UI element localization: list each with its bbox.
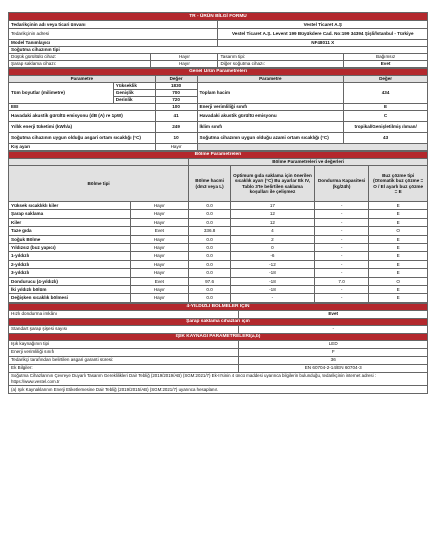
- noise-class-label: Havadaki akustik gürültü emisyonu: [197, 111, 344, 122]
- compartment-volume: 0.0: [189, 294, 231, 302]
- compartment-name: 3-yıldızlı: [9, 269, 131, 277]
- light-heading: IŞIK KAYNAĞI PARAMETRELERİ(a,b): [9, 333, 428, 340]
- col-recommended-temp: Optimum gıda saklama için önerilen sıcaklık ayarı (°C) Bu ayarlar Ek IV, Tablo 3'te belirtilen saklama koşulları ile çelişmez: [231, 166, 315, 202]
- extra-info-value: EN 60704-2-14/EN 60704-3: [239, 364, 428, 372]
- wine-bottles-label: Standart şarap şişesi sayısı: [9, 325, 239, 333]
- model-label: Model Tanımlayıcı: [9, 40, 218, 47]
- compartment-volume: 0.0: [189, 269, 231, 277]
- compartment-row: [9, 227, 428, 235]
- light-class-value: F: [239, 348, 428, 356]
- compartment-temp: 4: [231, 227, 315, 235]
- compartment-defrost: E: [369, 269, 428, 277]
- min-temp-value: 10: [155, 133, 197, 144]
- footer-note-light: (a) Işık Kaynaklarının Enerji Etiketlemesine Dair Tebliğ (2019/2015/AB) (SGM:2021/7) uyarınca hesaplanır.: [9, 385, 428, 393]
- depth-value: 720: [155, 97, 197, 104]
- compartment-temp: 12: [231, 218, 315, 226]
- total-volume-value: 434: [344, 83, 428, 104]
- sub-heading-filler: [9, 159, 189, 166]
- design-type-value: Bağımsız: [344, 54, 428, 61]
- compartment-present: Hayır: [130, 243, 189, 251]
- compartment-defrost: E: [369, 202, 428, 210]
- compartment-name: 2-yıldızlı: [9, 260, 131, 268]
- compartment-freezing-capacity: 7.0: [314, 277, 368, 285]
- compartment-name: Yüksek sıcaklıklı kiler: [9, 202, 131, 210]
- compartment-temp: -18: [231, 285, 315, 293]
- compartment-temp: 17: [231, 202, 315, 210]
- compartment-volume: 0.0: [189, 235, 231, 243]
- compartment-volume: 97.6: [189, 277, 231, 285]
- annual-energy-label: Yıllık enerji tüketimi (kWh/a): [9, 122, 156, 133]
- compartment-table: [8, 151, 428, 303]
- compartment-defrost: E: [369, 285, 428, 293]
- compartment-volume: 0.0: [189, 243, 231, 251]
- compartment-name: İki yıldızlı bölüm: [9, 285, 131, 293]
- compartment-present: Evet: [130, 227, 189, 235]
- compartment-temp: -18: [231, 277, 315, 285]
- compartment-row: [9, 277, 428, 285]
- compartment-defrost: E: [369, 252, 428, 260]
- low-noise-label: Düşük gürültülü cihaz:: [9, 54, 151, 61]
- climate-class-label: İklim sınıfı: [197, 122, 344, 133]
- winter-filler: [197, 144, 427, 151]
- extra-parameters-table: [8, 303, 428, 394]
- compartment-present: Hayır: [130, 269, 189, 277]
- general-parameters-table: [8, 68, 428, 151]
- other-appliance-label: Diğer soğutma cihazı:: [218, 61, 344, 68]
- compartment-temp: -18: [231, 269, 315, 277]
- compartment-freezing-capacity: -: [314, 269, 368, 277]
- col-compartment-volume: Bölme hacmi (dm3 veya L): [189, 166, 231, 202]
- compartment-volume: 0.0: [189, 285, 231, 293]
- compartment-row: [9, 252, 428, 260]
- compartment-defrost: E: [369, 294, 428, 302]
- supplier-label: Tedarikçinin adı veya ticari ünvanı: [9, 21, 218, 29]
- compartment-present: Hayır: [130, 285, 189, 293]
- compartment-defrost: O: [369, 277, 428, 285]
- compartment-temp: -12: [231, 260, 315, 268]
- wine-storage-value: Hayır: [151, 61, 218, 68]
- compartment-name: 1-yıldızlı: [9, 252, 131, 260]
- four-star-heading: 4-YILDIZLI BÖLMELER İÇİN: [9, 303, 428, 310]
- compartment-freezing-capacity: -: [314, 218, 368, 226]
- compartment-row: [9, 260, 428, 268]
- light-type-value: LED: [239, 340, 428, 348]
- noise-label: Havadaki akustik gürültü emisyonu (dB (A) re 1pW): [9, 111, 156, 122]
- compartment-row: [9, 243, 428, 251]
- compartment-defrost: E: [369, 260, 428, 268]
- supplier-value: Vestel Ticaret A.Ş: [218, 21, 428, 29]
- compartment-volume: 0.0: [189, 202, 231, 210]
- compartment-freezing-capacity: -: [314, 243, 368, 251]
- compartment-name: Taze gıda: [9, 227, 131, 235]
- address-label: Tedarikçinin adresi: [9, 29, 218, 40]
- fast-freeze-value: Evet: [239, 310, 428, 318]
- compartment-defrost: E: [369, 210, 428, 218]
- compartment-row: [9, 202, 428, 210]
- compartment-row: [9, 294, 428, 302]
- noise-value: 41: [155, 111, 197, 122]
- eei-label: EEI: [9, 104, 156, 111]
- col-compartment-type: Bölme tipi: [9, 166, 189, 202]
- compartment-present: Hayır: [130, 235, 189, 243]
- col-param: Parametre: [9, 76, 156, 83]
- warranty-value: 36: [239, 356, 428, 364]
- compartment-name: Soğuk Bölme: [9, 235, 131, 243]
- compartment-temp: 12: [231, 210, 315, 218]
- general-heading: Genel Ürün Parametreleri: [9, 69, 428, 76]
- compartment-present: Hayır: [130, 202, 189, 210]
- wine-bottles-value: -: [239, 325, 428, 333]
- compartment-name: Dondurucu (4-yıldızlı): [9, 277, 131, 285]
- compartment-freezing-capacity: -: [314, 260, 368, 268]
- compartment-name: Değişken sıcaklık bölmesi: [9, 294, 131, 302]
- compartment-freezing-capacity: -: [314, 252, 368, 260]
- fast-freeze-label: Hızlı dondurma imkânı: [9, 310, 239, 318]
- compartment-heading: Bölme Parametreleri: [9, 152, 428, 159]
- appliance-type-label: Soğutma cihazının tipi: [9, 47, 428, 54]
- compartment-freezing-capacity: -: [314, 235, 368, 243]
- compartment-name: Kiler: [9, 218, 131, 226]
- compartment-present: Evet: [130, 277, 189, 285]
- extra-info-label: Ek Bilgiler:: [9, 364, 239, 372]
- address-value: Vestel Ticaret A.Ş. Levent 199 Büyükdere Cad. No:199 34394 Şişli/İstanbul - Türkiye: [218, 29, 428, 40]
- compartment-row: [9, 235, 428, 243]
- model-value: NF48011 X: [218, 40, 428, 47]
- compartment-freezing-capacity: -: [314, 202, 368, 210]
- product-info-sheet: [8, 12, 428, 394]
- compartment-present: Hayır: [130, 252, 189, 260]
- max-temp-label: Soğutma cihazının uygun olduğu azami ortam sıcaklığı (°C): [197, 133, 344, 144]
- compartment-temp: 2: [231, 235, 315, 243]
- supplier-table: [8, 12, 428, 68]
- compartment-present: Hayır: [130, 294, 189, 302]
- eei-value: 100: [155, 104, 197, 111]
- col-defrost-type: Buz çözme tipi (Otomatik buz çözme = O / El ayarlı buz çözme = E: [369, 166, 428, 202]
- form-title: TR - ÜRÜN BİLGİ FORMU: [9, 13, 428, 21]
- compartment-volume: 0.0: [189, 218, 231, 226]
- compartment-present: Hayır: [130, 260, 189, 268]
- compartment-rows: [9, 202, 428, 303]
- compartment-present: Hayır: [130, 210, 189, 218]
- light-type-label: Işık kaynağının tipi: [9, 340, 239, 348]
- col-freezing-capacity: Dondurma Kapasitesi (kg/24h): [314, 166, 368, 202]
- compartment-temp: -: [231, 294, 315, 302]
- compartment-volume: 0.0: [189, 260, 231, 268]
- height-value: 1830: [155, 83, 197, 90]
- compartment-present: Hayır: [130, 218, 189, 226]
- compartment-freezing-capacity: -: [314, 210, 368, 218]
- compartment-defrost: E: [369, 235, 428, 243]
- dimensions-label: Tüm boyutlar (milimetre): [9, 83, 114, 104]
- noise-class-value: C: [344, 111, 428, 122]
- col-value-2: Değer: [344, 76, 428, 83]
- energy-class-label: Enerji verimliliği sınıfı: [197, 104, 344, 111]
- compartment-freezing-capacity: -: [314, 285, 368, 293]
- compartment-freezing-capacity: -: [314, 294, 368, 302]
- compartment-volume: 0.0: [189, 210, 231, 218]
- width-value: 700: [155, 90, 197, 97]
- compartment-temp: -6: [231, 252, 315, 260]
- winter-setting-label: Kış ayarı: [9, 144, 156, 151]
- compartment-volume: 336.8: [189, 227, 231, 235]
- compartment-defrost: E: [369, 218, 428, 226]
- compartment-row: [9, 210, 428, 218]
- compartment-temp: 0: [231, 243, 315, 251]
- design-type-label: Tasarım tipi:: [218, 54, 344, 61]
- compartment-name: Yıldızsız (buz yapıcı): [9, 243, 131, 251]
- light-class-label: Enerji verimliliği sınıfı: [9, 348, 239, 356]
- winter-setting-value: Hayır: [155, 144, 197, 151]
- climate-class-value: tropikal/Genişletilmiş ılıman/: [344, 122, 428, 133]
- annual-energy-value: 249: [155, 122, 197, 133]
- other-appliance-value: Evet: [344, 61, 428, 68]
- col-param-2: Parametre: [197, 76, 344, 83]
- min-temp-label: Soğutma cihazının uygun olduğu asgari ortam sıcaklığı (°C): [9, 133, 156, 144]
- warranty-label: Tedarikçi tarafından belirtilen asgari garanti süresi:: [9, 356, 239, 364]
- col-value: Değer: [155, 76, 197, 83]
- compartment-row: [9, 285, 428, 293]
- compartment-sub-heading: Bölme Parametreleri ve değerleri: [189, 159, 428, 166]
- depth-label: Derinlik: [113, 97, 155, 104]
- low-noise-value: Hayır: [151, 54, 218, 61]
- compartment-name: Şarap saklama: [9, 210, 131, 218]
- footer-note-website: Soğutma Cihazlarının Çevreye Duyarlı Tasarım Gereklilikleri Dair Tebliğ (2019/2019/AB) (SGM:2021/7) Ek-II'sinin 4 üncü maddesi uyarınca bilgilerin bulunduğu, tedarikçinin internet adresi : https://www.vestel.com.tr: [9, 372, 428, 385]
- wine-heading: Şarap saklama cihazları için: [9, 318, 428, 325]
- compartment-row: [9, 218, 428, 226]
- compartment-defrost: E: [369, 243, 428, 251]
- height-label: Yükseklik: [113, 83, 155, 90]
- max-temp-value: 43: [344, 133, 428, 144]
- compartment-volume: 0.0: [189, 252, 231, 260]
- compartment-row: [9, 269, 428, 277]
- total-volume-label: Toplam hacim: [197, 83, 344, 104]
- compartment-defrost: O: [369, 227, 428, 235]
- energy-class-value: E: [344, 104, 428, 111]
- compartment-freezing-capacity: -: [314, 227, 368, 235]
- width-label: Genişlik: [113, 90, 155, 97]
- wine-storage-label: Şarap saklama cihazı:: [9, 61, 151, 68]
